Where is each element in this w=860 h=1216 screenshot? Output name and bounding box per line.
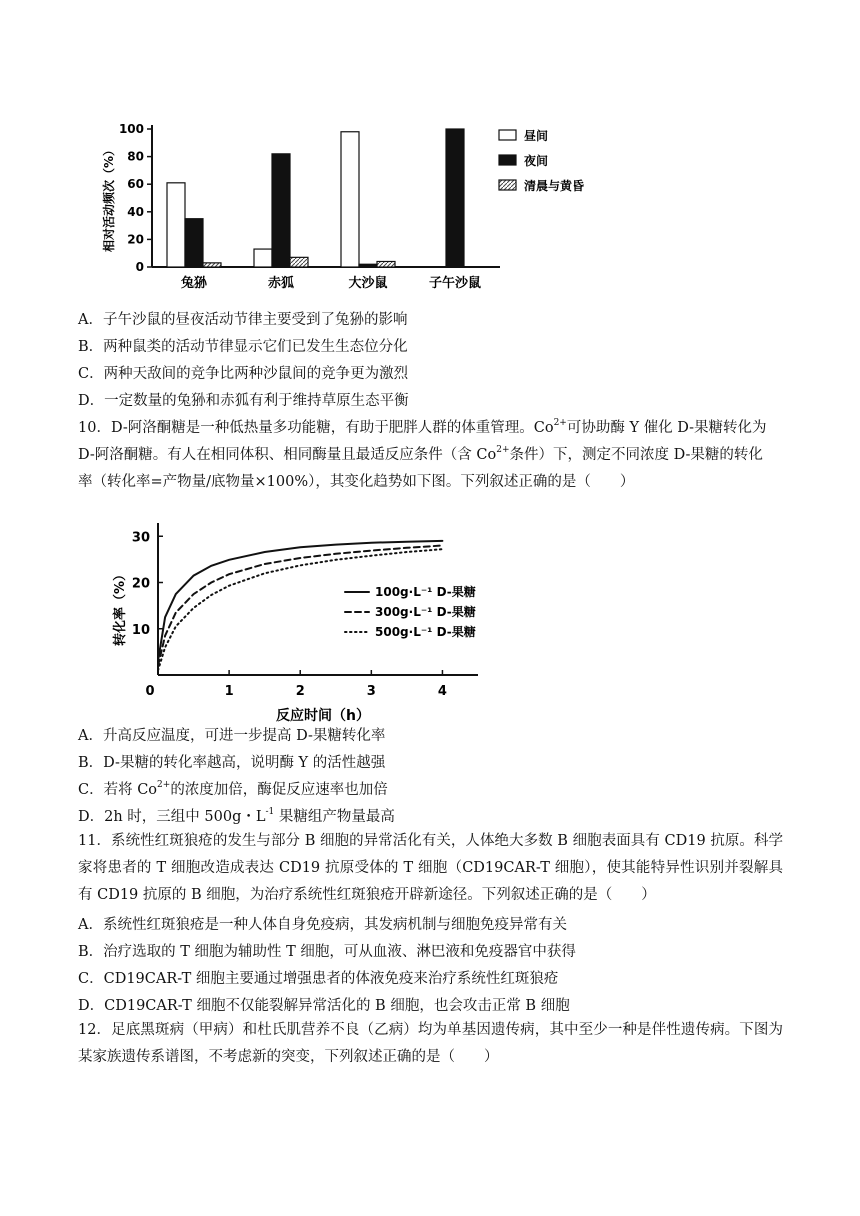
q10-option-a: A．升高反应温度，可进一步提高 D-果糖转化率	[78, 728, 386, 744]
q10-option-b: B．D-果糖的转化率越高，说明酶 Y 的活性越强	[78, 755, 386, 771]
bar	[272, 154, 290, 267]
y-tick-label: 20	[127, 232, 144, 247]
category-label: 兔狲	[180, 276, 208, 291]
legend-label: 清晨与黄昏	[524, 179, 585, 193]
y-tick-label: 30	[131, 530, 150, 546]
x-tick-label: 3	[366, 684, 376, 699]
q10-stem-line2: D-阿洛酮糖。有人在相同体积、相同酶量且最适反应条件（含 $Co^{2+}$条件）下，测定不同浓度 D-果糖的转化	[78, 445, 763, 463]
y-axis-label: 相对活动频次（%）	[102, 143, 116, 253]
q11-option-a: A．系统性红斑狼疮是一种人体自身免疫病，其发病机制与细胞免疫异常有关	[78, 917, 567, 933]
legend-label: 100g·L⁻¹ D-果糖	[375, 585, 476, 599]
legend-label: 500g·L⁻¹ D-果糖	[375, 625, 476, 639]
y-axis-label: 转化率（%）	[113, 567, 128, 647]
bar	[359, 264, 377, 267]
x-tick-label: 1	[224, 684, 234, 699]
q11-option-b: B．治疗选取的 T 细胞为辅助性 T 细胞，可从血液、淋巴液和免疫器官中获得	[78, 944, 576, 960]
bar	[290, 257, 308, 267]
q11-option-d: D．CD19CAR-T 细胞不仅能裂解异常活化的 B 细胞，也会攻击正常 B 细胞	[78, 998, 570, 1014]
bar	[254, 249, 272, 267]
y-tick-label: 0	[135, 260, 144, 274]
bar	[185, 219, 203, 267]
q10-stem-line3: 率（转化率=产物量/底物量×100%），其变化趋势如下图。下列叙述正确的是（ ）	[78, 474, 635, 490]
x-tick-label: 2	[295, 684, 305, 699]
category-label: 子午沙鼠	[428, 276, 482, 291]
y-tick-label: 80	[127, 149, 144, 164]
q9-option-a: A．子午沙鼠的昼夜活动节律主要受到了兔狲的影响	[78, 312, 408, 328]
q9-option-c: C．两种天敌间的竞争比两种沙鼠间的竞争更为激烈	[78, 366, 409, 382]
x-tick-label: 0	[145, 684, 155, 699]
q10-stem-line1: 10．D-阿洛酮糖是一种低热量多功能糖，有助于肥胖人群的体重管理。$Co^{2+}$可协助酶 Y 催化 D-果糖转化为	[78, 418, 767, 436]
activity-bar-chart	[95, 115, 615, 295]
legend-swatch	[499, 130, 516, 140]
q11-option-c: C．CD19CAR-T 细胞主要通过增强患者的体液免疫来治疗系统性红斑狼疮	[78, 971, 559, 987]
y-tick-label: 100	[118, 122, 144, 136]
category-label: 赤狐	[267, 276, 295, 291]
legend-swatch	[499, 180, 516, 190]
category-label: 大沙鼠	[348, 276, 388, 291]
y-tick-label: 60	[127, 177, 144, 192]
bar	[203, 263, 221, 267]
conversion-line-chart	[100, 510, 500, 725]
q11-stem: 11．系统性红斑狼疮的发生与部分 B 细胞的异常活化有关，人体绝大多数 B 细胞表面具有 CD19 抗原。科学家将患者的 T 细胞改造成表达 CD19 抗原受体的 T 细胞（CD19CAR-T 细胞），使其能特异性识别并裂解具有 CD19 抗原的 B 细胞，为治疗系统性红斑狼疮开辟新途径。下列叙述正确的是（ ）	[78, 833, 783, 903]
q10-option-c: C．若将 $Co^{2+}$的浓度加倍，酶促反应速率也加倍	[78, 780, 388, 798]
legend-swatch	[499, 155, 516, 165]
q9-option-d: D．一定数量的兔狲和赤狐有利于维持草原生态平衡	[78, 393, 409, 409]
legend-label: 夜间	[524, 154, 549, 168]
bar	[167, 183, 185, 267]
y-tick-label: 20	[131, 576, 150, 592]
bar	[446, 129, 464, 267]
bar	[341, 132, 359, 267]
y-tick-label: 10	[131, 622, 150, 638]
legend-label: 昼间	[524, 129, 549, 143]
bar	[377, 261, 395, 267]
q9-option-b: B．两种鼠类的活动节律显示它们已发生生态位分化	[78, 339, 408, 355]
x-tick-label: 4	[437, 684, 447, 699]
legend-label: 300g·L⁻¹ D-果糖	[375, 605, 476, 619]
y-tick-label: 40	[127, 204, 144, 219]
q10-option-d: D．2h 时，三组中 500g・$L^{-1}$ 果糖组产物量最高	[78, 807, 395, 825]
q12-stem: 12．足底黑斑病（甲病）和杜氏肌营养不良（乙病）均为单基因遗传病，其中至少一种是伴性遗传病。下图为某家族遗传系谱图，不考虑新的突变，下列叙述正确的是（ ）	[78, 1022, 783, 1065]
x-axis-label: 反应时间（h）	[276, 708, 370, 724]
